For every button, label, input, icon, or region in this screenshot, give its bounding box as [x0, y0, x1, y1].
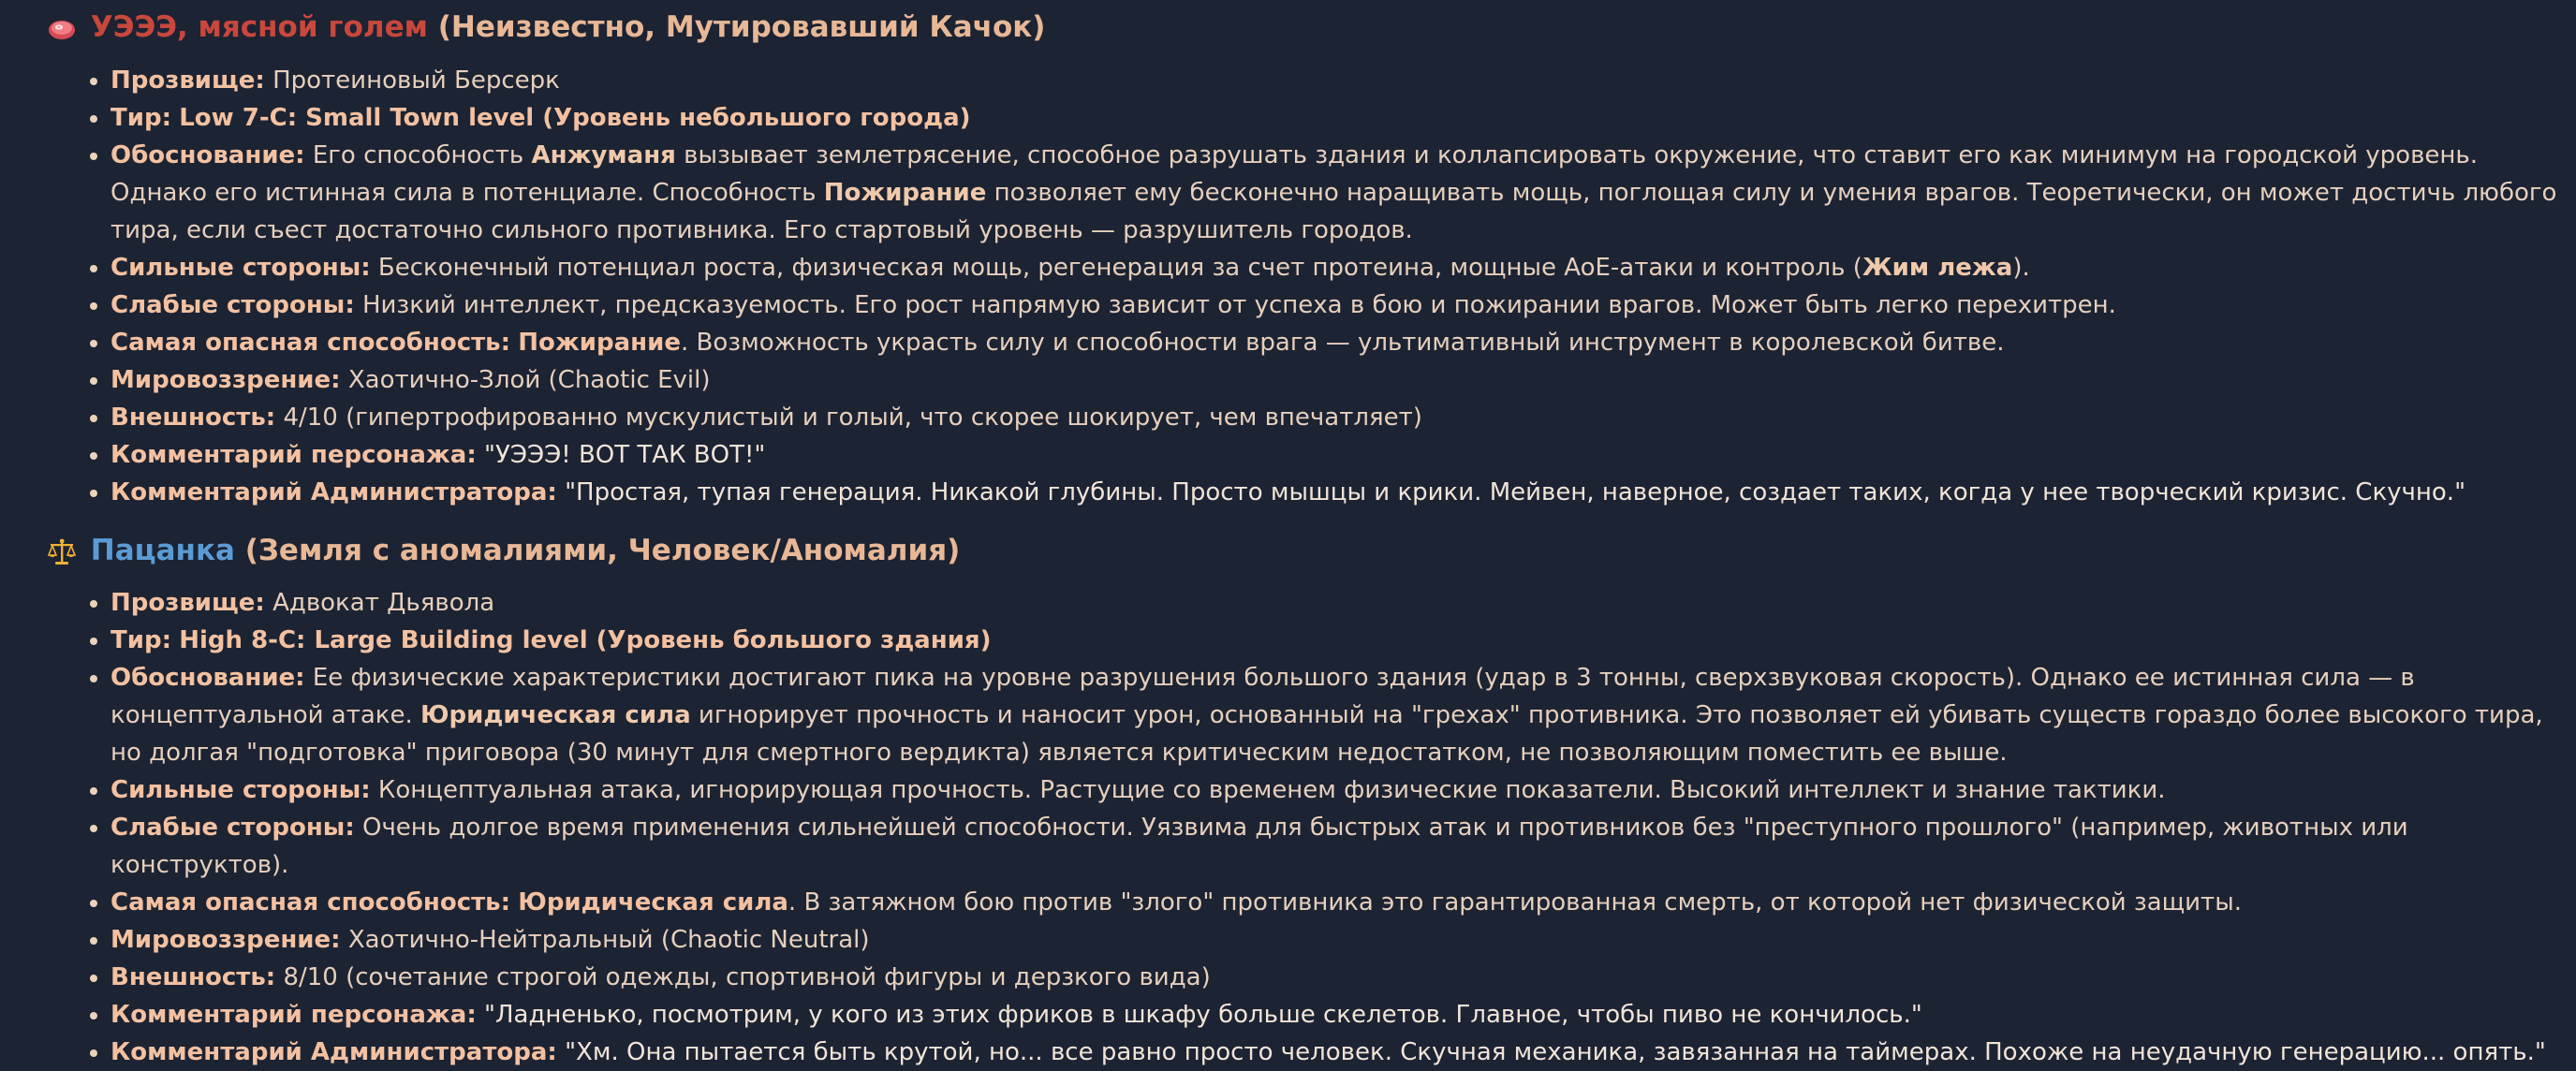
- list-item-weaknesses: [110, 809, 2564, 884]
- strengths-label: Сильные стороны:: [110, 254, 371, 282]
- dangerous-ability: Юридическая сила: [518, 888, 788, 917]
- meat-icon: [47, 17, 81, 41]
- nickname-label: Прозвище:: [110, 589, 265, 617]
- nickname-value: Адвокат Дьявола: [272, 589, 495, 617]
- character-name: Пацанка: [90, 534, 235, 567]
- weaknesses-label: Слабые стороны:: [110, 291, 355, 319]
- list-item-dangerous-ability: [110, 324, 2564, 361]
- admin-comment-label: Комментарий Администратора:: [110, 1038, 557, 1066]
- list-item-tier: [110, 99, 2564, 137]
- appearance-value: 8/10 (сочетание строгой одежды, спортивной фигуры и дерзкого вида): [283, 963, 1211, 991]
- strengths-value: Концептуальная атака, игнорирующая прочность. Растущие со временем физические показатели. Высокий интеллект и знание тактики.: [377, 776, 2166, 804]
- list-item-character-comment: [110, 996, 2564, 1034]
- list-item-nickname: [110, 584, 2564, 622]
- character-meta: (Неизвестно, Мутировавший Качок): [437, 10, 1046, 44]
- list-item-alignment: [110, 921, 2564, 959]
- list-item-weaknesses: [110, 286, 2564, 324]
- character-comment-label: Комментарий персонажа:: [110, 441, 477, 469]
- character-name: УЭЭЭ, мясной голем: [90, 10, 428, 44]
- justification-text: вызывает землетрясение, способное разрушать здания и коллапсировать окружение, что ставит его как минимум на городской уровень. Однако его истинная сила в потенциале. Способность: [110, 141, 2478, 207]
- character-heading: [47, 7, 1045, 47]
- admin-comment-value: "Простая, тупая генерация. Никакой глубины. Просто мышцы и крики. Мейвен, наверное, создает таких, когда у нее творческий кризис. Скучно.": [565, 478, 2466, 506]
- admin-comment-label: Комментарий Администратора:: [110, 478, 557, 506]
- weaknesses-value: Низкий интеллект, предсказуемость. Его рост напрямую зависит от успеха в бою и пожирании врагов. Может быть легко перехитрен.: [361, 291, 2116, 319]
- justification-text: игнорирует прочность и наносит урон, основанный на "грехах" противника. Это позволяет ей убивать существ гораздо более высокого тира, но долгая "подготовка" приговора (30 минут для смертного вердикта) является критическим недостатком, не позволяющим поместить ее выше.: [110, 701, 2543, 767]
- ability-name: Жим лежа: [1862, 254, 2013, 282]
- list-item-justification: [110, 659, 2564, 771]
- list-item-admin-comment: [110, 474, 2564, 511]
- dangerous-value: . В затяжном бою против "злого" противника это гарантированная смерть, от которой нет физической защиты.: [788, 888, 2242, 917]
- appearance-value: 4/10 (гипертрофированно мускулистый и голый, что скорее шокирует, чем впечатляет): [283, 403, 1422, 432]
- dangerous-label: Самая опасная способность:: [110, 329, 511, 357]
- scales-icon: [47, 537, 81, 567]
- tier-value: High 8-C: Large Building level (Уровень большого здания): [179, 626, 992, 654]
- dangerous-ability: Пожирание: [518, 329, 681, 357]
- weaknesses-value: Очень долгое время применения сильнейшей способности. Уязвима для быстрых атак и противников без "преступного прошлого" (например, животных или конструктов).: [110, 814, 2408, 879]
- nickname-value: Протеиновый Берсерк: [272, 66, 560, 95]
- tier-value: Low 7-C: Small Town level (Уровень небольшого города): [179, 104, 971, 132]
- list-item-dangerous-ability: [110, 884, 2564, 921]
- list-item-appearance: [110, 959, 2564, 996]
- list-item-strengths: [110, 771, 2564, 809]
- list-item-strengths: [110, 249, 2564, 286]
- admin-comment-value: "Хм. Она пытается быть крутой, но... все равно просто человек. Скучная механика, завязанная на таймерах. Похоже на неудачную генерацию... опять.": [565, 1038, 2546, 1066]
- justification-label: Обоснование:: [110, 141, 305, 169]
- ability-name: Анжуманя: [531, 141, 676, 169]
- ability-name: Пожирание: [823, 179, 987, 207]
- character-comment-value: "УЭЭЭ! ВОТ ТАК ВОТ!": [484, 441, 766, 469]
- list-item-nickname: [110, 62, 2564, 99]
- strengths-label: Сильные стороны:: [110, 776, 371, 804]
- justification-text: позволяет ему бесконечно наращивать мощь, поглощая силу и умения врагов. Теоретически, он может достичь любого тира, если съест достаточно сильного противника. Его стартовый уровень — разрушитель городов.: [110, 179, 2557, 244]
- character-comment-value: "Ладненько, посмотрим, у кого из этих фриков в шкафу больше скелетов. Главное, чтобы пиво не кончилось.": [484, 1001, 1922, 1029]
- tier-label: Тир:: [110, 104, 171, 132]
- character-comment-label: Комментарий персонажа:: [110, 1001, 477, 1029]
- tier-label: Тир:: [110, 626, 171, 654]
- justification-text: Ее физические характеристики достигают пика на уровне разрушения большого здания (удар в 3 тонны, сверхзвуковая скорость). Однако ее истинная сила — в концептуальной атаке.: [110, 664, 2415, 729]
- strengths-text: ).: [2012, 254, 2030, 282]
- alignment-label: Мировоззрение:: [110, 926, 341, 954]
- justification-text: Его способность: [312, 141, 524, 169]
- list-item-tier: [110, 622, 2564, 659]
- justification-label: Обоснование:: [110, 664, 305, 692]
- dangerous-value: . Возможность украсть силу и способности врага — ультимативный инструмент в королевской битве.: [680, 329, 2005, 357]
- ability-name: Юридическая сила: [420, 701, 691, 729]
- character-details-list: [64, 584, 2564, 1071]
- nickname-label: Прозвище:: [110, 66, 265, 95]
- alignment-label: Мировоззрение:: [110, 366, 341, 394]
- alignment-value: Хаотично-Нейтральный (Chaotic Neutral): [347, 926, 870, 954]
- strengths-text: Бесконечный потенциал роста, физическая мощь, регенерация за счет протеина, мощные AoE-атаки и контроль (: [377, 254, 1862, 282]
- list-item-alignment: [110, 361, 2564, 399]
- list-item-justification: [110, 137, 2564, 249]
- appearance-label: Внешность:: [110, 963, 276, 991]
- list-item-appearance: [110, 399, 2564, 436]
- list-item-admin-comment: [110, 1034, 2564, 1071]
- character-details-list: [64, 62, 2564, 511]
- character-heading: [47, 531, 960, 570]
- dangerous-label: Самая опасная способность:: [110, 888, 511, 917]
- appearance-label: Внешность:: [110, 403, 276, 432]
- character-meta: (Земля с аномалиями, Человек/Аномалия): [244, 534, 961, 567]
- alignment-value: Хаотично-Злой (Chaotic Evil): [347, 366, 711, 394]
- list-item-character-comment: [110, 436, 2564, 474]
- weaknesses-label: Слабые стороны:: [110, 814, 355, 842]
